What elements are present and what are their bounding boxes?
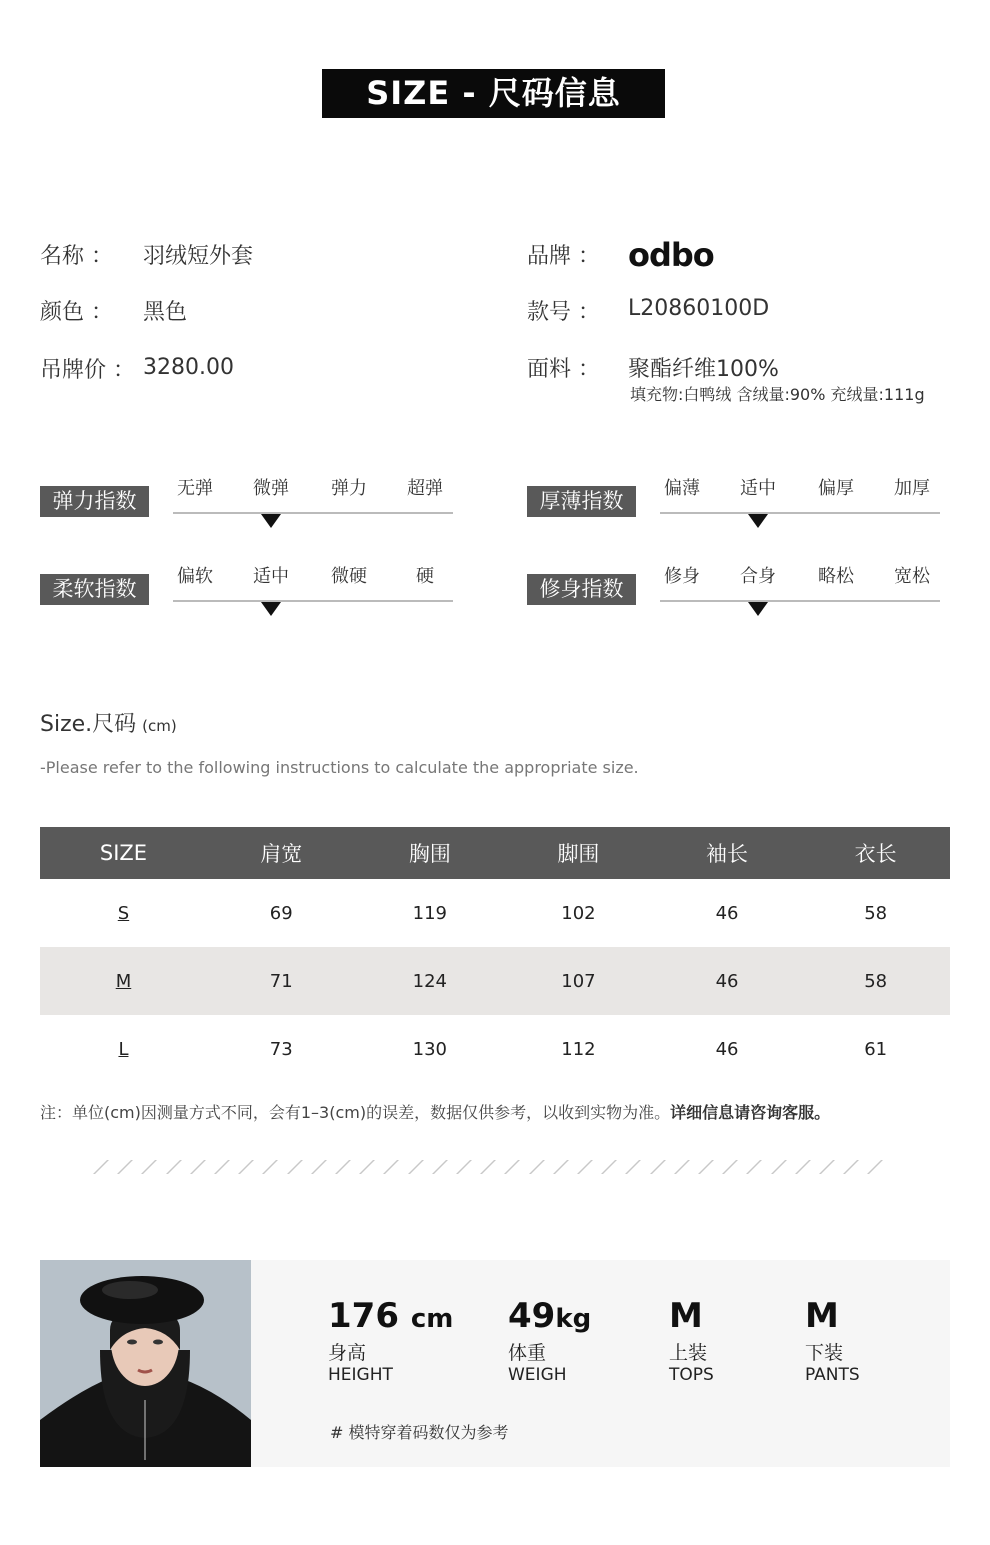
divider-dash (529, 1160, 545, 1174)
size-heading-text: Size.尺码 (40, 712, 137, 737)
model-tops (669, 1296, 714, 1385)
scale-option: 合身 (740, 566, 776, 587)
scale-option: 偏软 (177, 566, 213, 587)
table-cell: 46 (715, 902, 739, 924)
scale-option: 略松 (818, 566, 854, 587)
size-table (40, 827, 950, 1083)
table-cell: 130 (412, 1038, 448, 1060)
scale-option: 宽松 (894, 566, 930, 587)
scale-option: 硬 (416, 566, 434, 587)
divider-dash (650, 1160, 666, 1174)
table-cell: 46 (715, 1038, 739, 1060)
divider-dash (553, 1160, 569, 1174)
divider-dash (601, 1160, 617, 1174)
divider-dash (359, 1160, 375, 1174)
scale-marker-icon (748, 602, 768, 616)
scale-option: 无弹 (177, 478, 213, 499)
measurement-note (40, 1100, 830, 1123)
pants-size: M (805, 1296, 839, 1336)
scale-option: 加厚 (894, 478, 930, 499)
divider-dash (166, 1160, 182, 1174)
table-header: 脚围 (504, 827, 653, 879)
style-label: 款号 ： (527, 300, 600, 325)
divider-dash (456, 1160, 472, 1174)
elasticity-index-label: 弹力指数 (40, 486, 149, 517)
table-row (40, 879, 950, 947)
scale-option: 微弹 (253, 478, 289, 499)
divider-dash (674, 1160, 690, 1174)
table-cell: 73 (269, 1038, 293, 1060)
name-label: 名称 ： (40, 244, 113, 269)
price-value: 3280.00 (143, 355, 234, 380)
scale-marker-icon (748, 514, 768, 528)
elasticity-scale (173, 474, 453, 524)
note-text: 注：单位(cm)因测量方式不同，会有1–3(cm)的误差，数据仅供参考，以收到实物为准。 (40, 1103, 671, 1122)
brand-logo: odbo (628, 236, 714, 274)
table-cell: 102 (561, 902, 596, 924)
divider-dash (577, 1160, 593, 1174)
size-heading (40, 707, 177, 738)
model-weight (508, 1296, 591, 1385)
table-header: 胸围 (356, 827, 505, 879)
weight-unit: kg (555, 1304, 592, 1334)
divider-dash (698, 1160, 714, 1174)
color-label: 颜色 ： (40, 300, 113, 325)
divider-dash (335, 1160, 351, 1174)
divider-dash (214, 1160, 230, 1174)
divider-dash (238, 1160, 254, 1174)
table-cell: 119 (412, 902, 448, 924)
divider-dash (625, 1160, 641, 1174)
table-cell: M (40, 947, 207, 1015)
thickness-index-label: 厚薄指数 (527, 486, 636, 517)
divider-dash (190, 1160, 206, 1174)
table-header: 袖长 (653, 827, 802, 879)
scale-line (173, 512, 453, 514)
divider-dash (795, 1160, 811, 1174)
dashed-divider (100, 1160, 890, 1174)
divider-dash (383, 1160, 399, 1174)
divider-dash (746, 1160, 762, 1174)
scale-option: 适中 (253, 566, 289, 587)
table-header: 肩宽 (207, 827, 356, 879)
name-value: 羽绒短外套 (143, 244, 254, 269)
height-en: HEIGHT (328, 1365, 393, 1385)
scale-option: 偏厚 (818, 478, 854, 499)
table-header: 衣长 (801, 827, 950, 879)
divider-dash (722, 1160, 738, 1174)
divider-dash (819, 1160, 835, 1174)
tops-size: M (669, 1296, 703, 1336)
divider-dash (141, 1160, 157, 1174)
scale-option: 修身 (664, 566, 700, 587)
scale-marker-icon (261, 514, 281, 528)
softness-scale (173, 562, 453, 612)
weight-en: WEIGH (508, 1365, 567, 1385)
brand-label: 品牌 ： (527, 244, 600, 269)
divider-dash (287, 1160, 303, 1174)
table-cell: 46 (653, 947, 802, 1015)
pants-cn: 下装 (805, 1342, 844, 1364)
page-title: SIZE - 尺码信息 (322, 69, 665, 118)
fit-index-label: 修身指数 (527, 574, 636, 605)
divider-dash (480, 1160, 496, 1174)
model-portrait-image (40, 1260, 251, 1467)
scale-line (660, 512, 940, 514)
model-note: # 模特穿着码数仅为参考 (330, 1423, 509, 1442)
fabric-label: 面料 ： (527, 357, 600, 382)
scale-option: 适中 (740, 478, 776, 499)
size-heading-unit: (cm) (142, 717, 177, 735)
divider-dash (262, 1160, 278, 1174)
divider-dash (843, 1160, 859, 1174)
divider-dash (504, 1160, 520, 1174)
thickness-scale (660, 474, 940, 524)
table-cell: 58 (864, 902, 888, 924)
height-cn: 身高 (328, 1342, 367, 1364)
divider-dash (867, 1160, 883, 1174)
fabric-note: 填充物:白鸭绒 含绒量:90% 充绒量:111g (630, 385, 925, 404)
weight-cn: 体重 (508, 1342, 547, 1364)
tops-cn: 上装 (669, 1342, 708, 1364)
fabric-value: 聚酯纤维100% (628, 357, 779, 382)
divider-dash (432, 1160, 448, 1174)
price-label: 吊牌价 ： (40, 358, 135, 383)
style-value: L20860100D (628, 296, 770, 321)
scale-option: 微硬 (331, 566, 367, 587)
scale-line (660, 600, 940, 602)
divider-dash (93, 1160, 109, 1174)
table-cell: 58 (801, 947, 950, 1015)
tops-en: TOPS (669, 1365, 714, 1385)
table-cell: S (117, 902, 130, 924)
scale-option: 偏薄 (664, 478, 700, 499)
size-subtitle: -Please refer to the following instructions to calculate the appropriate size. (40, 758, 639, 777)
table-header-row (40, 827, 950, 879)
model-pants (805, 1296, 860, 1385)
scale-option: 超弹 (407, 478, 443, 499)
divider-dash (771, 1160, 787, 1174)
divider-dash (117, 1160, 133, 1174)
model-height (328, 1296, 453, 1385)
divider-dash (408, 1160, 424, 1174)
scale-marker-icon (261, 602, 281, 616)
table-cell: 71 (207, 947, 356, 1015)
table-row (40, 947, 950, 1015)
table-row (40, 1015, 950, 1083)
fit-scale (660, 562, 940, 612)
table-cell: 112 (561, 1038, 596, 1060)
scale-line (173, 600, 453, 602)
height-number: 176 (328, 1296, 399, 1336)
table-header: SIZE (40, 827, 207, 879)
pants-en: PANTS (805, 1365, 860, 1385)
table-cell: 107 (504, 947, 653, 1015)
model-photo (40, 1260, 251, 1467)
softness-index-label: 柔软指数 (40, 574, 149, 605)
divider-dash (311, 1160, 327, 1174)
table-cell: L (118, 1038, 129, 1060)
scale-option: 弹力 (331, 478, 367, 499)
table-cell: 124 (356, 947, 505, 1015)
color-value: 黑色 (143, 300, 188, 325)
table-cell: 69 (269, 902, 293, 924)
height-unit: cm (410, 1304, 454, 1334)
weight-number: 49 (508, 1296, 556, 1336)
table-cell: 61 (864, 1038, 888, 1060)
note-bold: 详细信息请咨询客服。 (670, 1103, 831, 1122)
